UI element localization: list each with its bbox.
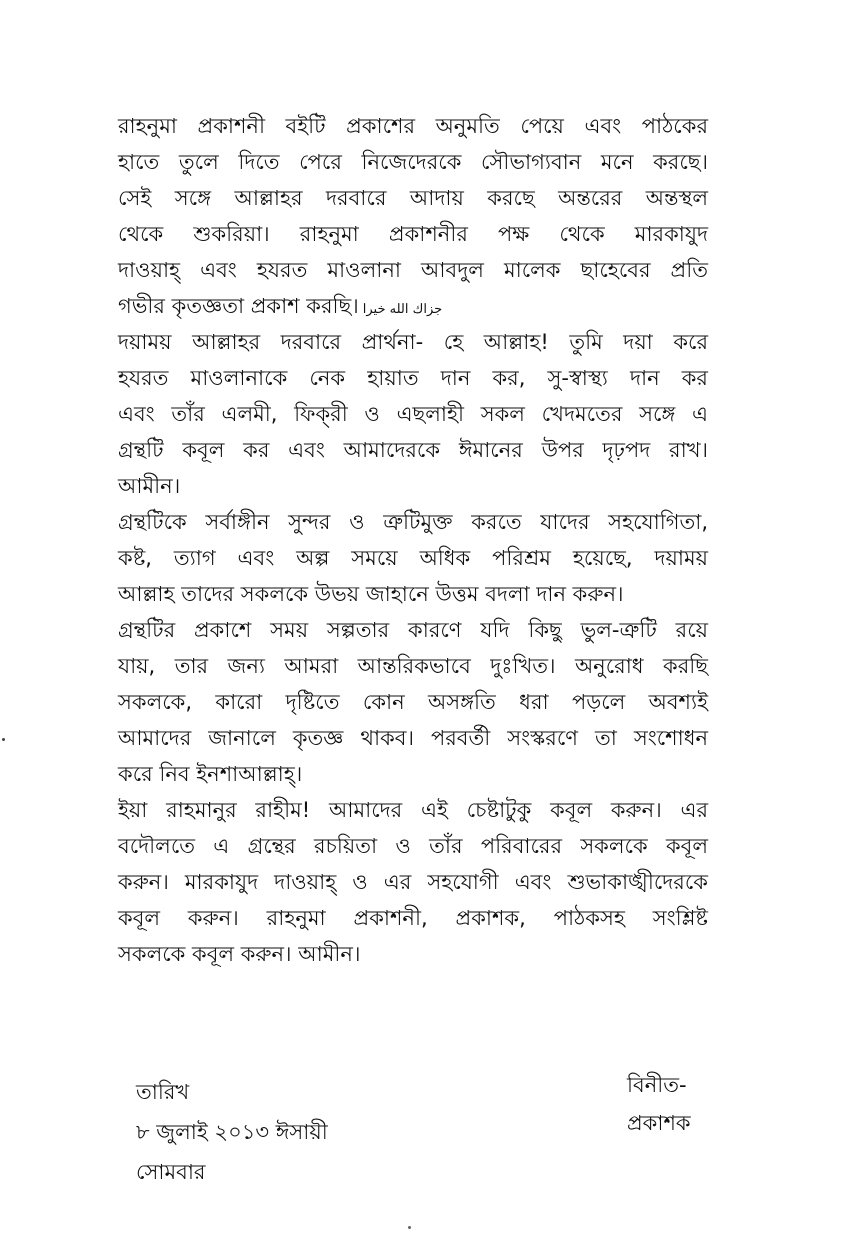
signer: প্রকাশক	[627, 1111, 691, 1135]
text-line: করে নিব ইনশাআল্লাহ্।	[118, 762, 303, 786]
text-line: কষ্ট, ত্যাগ এবং অল্প সময়ে অধিক পরিশ্রম হয়েছে, দয়াময়	[118, 546, 708, 570]
closing: বিনীত-	[627, 1073, 687, 1097]
text-line-part: গভীর কৃতজ্ঞতা প্রকাশ করছি।	[118, 294, 359, 318]
text-line: দয়াময় আল্লাহর দরবারে প্রার্থনা- হে আল্লাহ! তুমি দয়া করে	[118, 330, 708, 354]
text-line: বদৌলতে এ গ্রন্থের রচয়িতা ও তাঁর পরিবারের সকলকে কবূল	[118, 834, 708, 858]
text-line	[118, 288, 708, 324]
scan-speck	[408, 1226, 411, 1229]
text-line: সেই সঙ্গে আল্লাহর দরবারে আদায় করছে অন্তরের অন্তস্থল	[118, 186, 708, 210]
text-line: হযরত মাওলানাকে নেক হায়াত দান কর, সু-স্বাস্থ্য দান কর	[118, 366, 708, 390]
body-text	[118, 108, 708, 972]
text-line: করুন। মারকাযুদ দাওয়াহ্ ও এর সহযোগী এবং শুভাকাঙ্খীদেরকে	[118, 870, 708, 894]
text-line: কবূল করুন। রাহনুমা প্রকাশনী, প্রকাশক, পাঠকসহ সংশ্লিষ্ট	[118, 906, 708, 930]
date-value: ৮ জুলাই ২০১৩ ঈসায়ী	[136, 1120, 328, 1144]
text-line: গ্রন্থটি কবূল কর এবং আমাদেরকে ঈমানের উপর দৃঢ়পদ রাখ।	[118, 438, 708, 462]
text-line: দাওয়াহ্ এবং হযরত মাওলানা আবদুল মালেক ছাহেবের প্রতি	[118, 258, 708, 282]
text-line: রাহনুমা প্রকাশনী বইটি প্রকাশের অনুমতি পেয়ে এবং পাঠকের	[118, 114, 708, 138]
text-line: থেকে শুকরিয়া। রাহনুমা প্রকাশনীর পক্ষ থেকে মারকাযুদ	[118, 222, 708, 246]
text-line: ইয়া রাহমানুর রাহীম! আমাদের এই চেষ্টাটুকু কবূল করুন। এর	[118, 798, 708, 822]
text-line: এবং তাঁর এলমী, ফিক্‌রী ও এছলাহী সকল খেদমতের সঙ্গে এ	[118, 402, 708, 426]
text-line: যায়, তার জন্য আমরা আন্তরিকভাবে দুঃখিত। অনুরোধ করছি	[118, 654, 708, 678]
text-line: আমাদের জানালে কৃতজ্ঞ থাকব। পরবর্তী সংস্করণে তা সংশোধন	[118, 726, 708, 750]
text-line: সকলকে, কারো দৃষ্টিতে কোন অসঙ্গতি ধরা পড়লে অবশ্যই	[118, 690, 708, 714]
text-line: গ্রন্থটিকে সর্বাঙ্গীন সুন্দর ও ত্রুটিমুক্ত করতে যাদের সহযোগিতা,	[118, 510, 708, 534]
date-block	[136, 1072, 328, 1192]
weekday: সোমবার	[136, 1160, 206, 1184]
date-label: তারিখ	[136, 1080, 190, 1104]
text-line: আমীন।	[118, 474, 181, 498]
text-line: আল্লাহ তাদের সকলকে উভয় জাহানে উত্তম বদলা দান করুন।	[118, 582, 624, 606]
signature-block	[627, 1066, 691, 1142]
text-line: গ্রন্থটির প্রকাশে সময় সল্পতার কারণে যদি কিছু ভুল-ত্রুটি রয়ে	[118, 618, 708, 642]
text-line: সকলকে কবূল করুন। আমীন।	[118, 942, 361, 966]
text-line: হাতে তুলে দিতে পেরে নিজেদেরকে সৌভাগ্যবান মনে করছে।	[118, 150, 708, 174]
arabic-phrase: جزاك الله خيرا	[362, 302, 443, 317]
scan-speck	[2, 738, 5, 741]
